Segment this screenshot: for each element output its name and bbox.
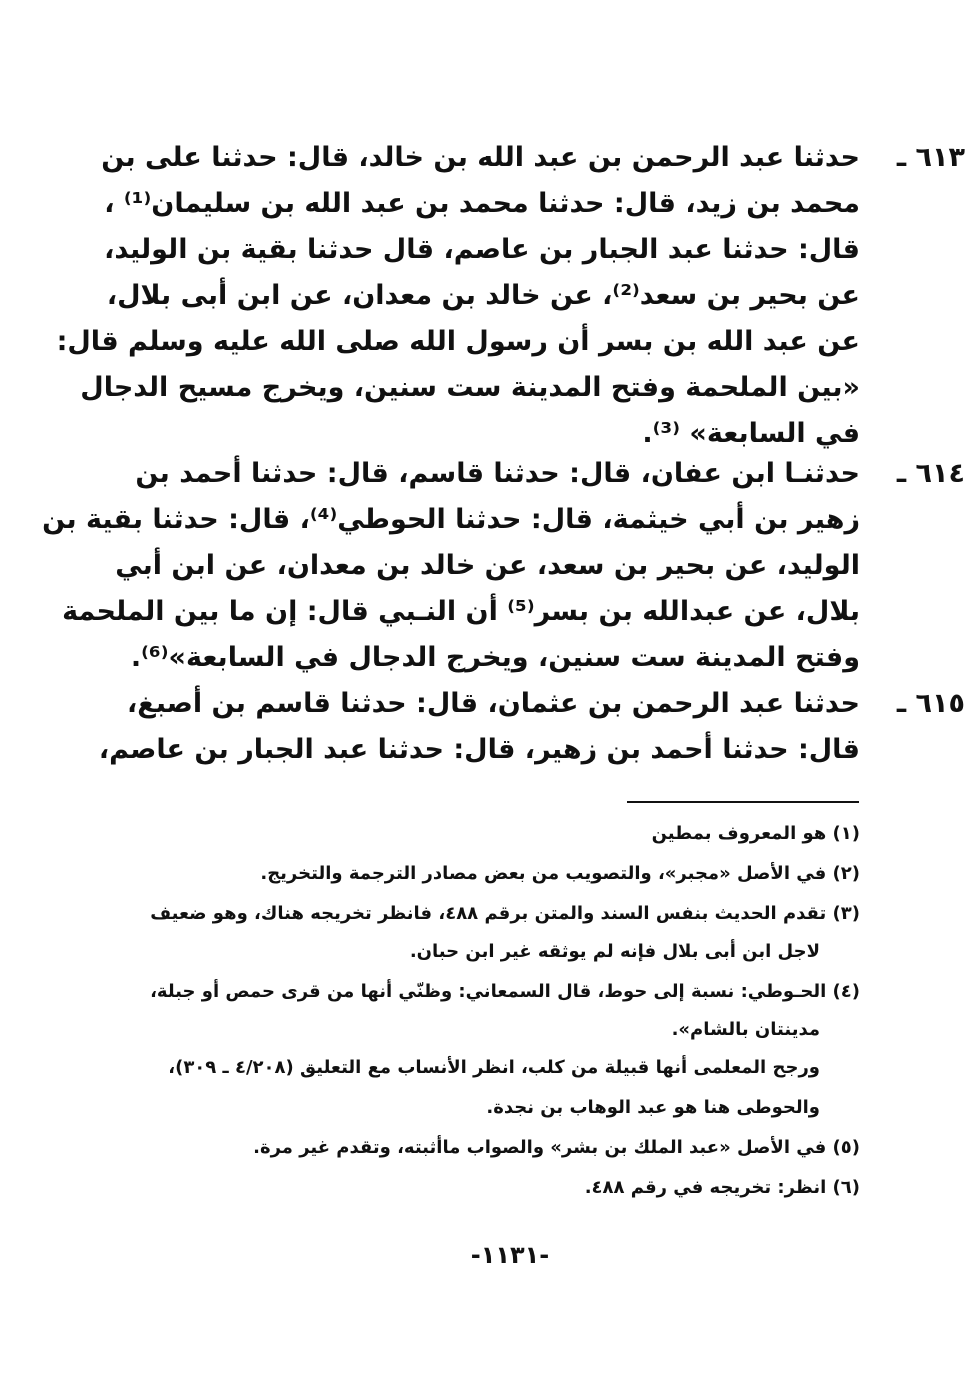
footnote-4-continued: مدينتان بالشام». xyxy=(671,1019,820,1040)
text-line: حدثنا عبد الرحمن بن عثمان، قال: حدثنا قاسم بن أصبغ، xyxy=(127,688,860,719)
footnote-4-note: ورجح المعلمى أنها قبيلة من كلب، انظر الأنساب مع التعليق (٤/٢٠٨ ـ ٣٠٩)، xyxy=(168,1057,820,1078)
text-line: الوليد، عن بحير بن سعد، عن خالد بن معدان، عن ابن أبي xyxy=(115,550,860,581)
text-line: حدثنا عبد الرحمن بن عبد الله بن خالد، قال: حدثنا على بن xyxy=(101,142,860,173)
hadith-number: ٦١٥ ـ xyxy=(896,688,965,719)
footnote-divider xyxy=(627,801,859,803)
text-line: وفتح المدينة ست سنين، ويخرج الدجال في السابعة»⁽⁶⁾. xyxy=(130,642,860,673)
footnote-6: (٦) انظر: تخريجه في رقم ٤٨٨. xyxy=(584,1177,860,1198)
text-line: «بين الملحمة وفتح المدينة ست سنين، ويخرج مسيح الدجال xyxy=(80,372,860,403)
hadith-number: ٦١٣ ـ xyxy=(896,142,965,173)
text-line: قال: حدثنا أحمد بن زهير، قال: حدثنا عبد الجبار بن عاصم، xyxy=(98,734,860,765)
page-number: -١١٣١- xyxy=(470,1241,550,1269)
text-line: قال: حدثنا عبد الجبار بن عاصم، قال حدثنا بقية بن الوليد، xyxy=(104,234,860,265)
footnote-2: (٢) في الأصل «مجبر»، والتصويب من بعض مصادر الترجمة والتخريج. xyxy=(260,863,860,884)
footnote-4-note-continued: والحوطى هنا هو عبد الوهاب بن نجدة. xyxy=(486,1097,820,1118)
text-line: في السابعة» ⁽³⁾. xyxy=(642,418,860,449)
footnote-4: (٤) الحـوطي: نسبة إلى حوط، قال السمعاني: وظنّي أنها من قرى حمص أو جبلة، xyxy=(150,981,860,1002)
text-line: حدثنـا ابن عفان، قال: حدثنا قاسم، قال: حدثنا أحمد بن xyxy=(135,458,860,489)
text-line: بلال، عن عبدالله بن بسر⁽⁵⁾ أن النـبي قال: إن ما بين الملحمة xyxy=(62,596,860,627)
text-line: عن عبد الله بن بسر أن رسول الله صلى الله عليه وسلم قال: xyxy=(56,326,860,357)
footnote-5: (٥) في الأصل «عبد الملك بن بشر» والصواب ماأثبته، وتقدم غير مرة. xyxy=(253,1137,860,1158)
hadith-number: ٦١٤ ـ xyxy=(896,458,965,489)
footnote-1: (١) هو المعروف بمطين xyxy=(651,823,860,844)
footnote-3-continued: لاجل ابن أبى بلال فإنه لم يوثقه غير ابن حبان. xyxy=(409,941,820,962)
text-line: محمد بن زيد، قال: حدثنا محمد بن عبد الله بن سليمان⁽¹⁾ ، xyxy=(104,188,860,219)
text-line: عن بحير بن سعد⁽²⁾، عن خالد بن معدان، عن ابن أبى بلال، xyxy=(106,280,860,311)
text-line: زهير بن أبي خيثمة، قال: حدثنا الحوطي⁽⁴⁾، قال: حدثنا بقية بن xyxy=(42,504,860,535)
footnote-3: (٣) تقدم الحديث بنفس السند والمتن برقم ٤٨٨، فانظر تخريجه هناك، وهو ضعيف xyxy=(150,903,860,924)
